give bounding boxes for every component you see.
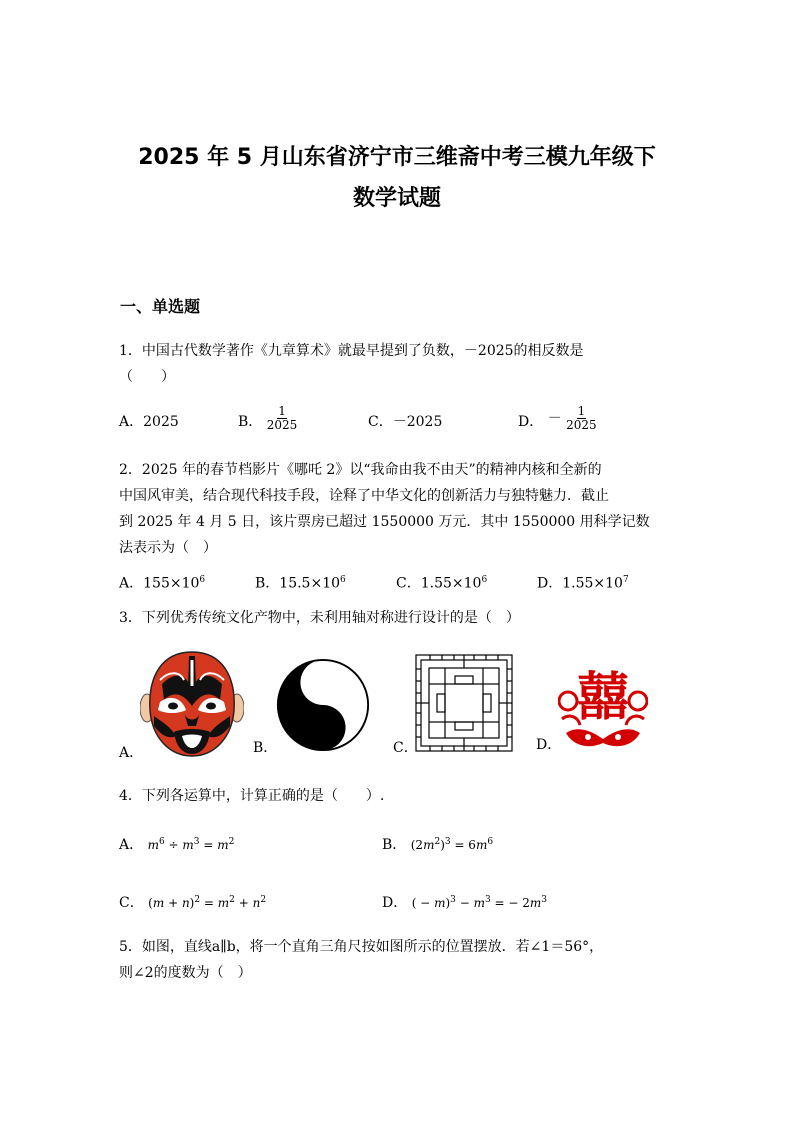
q4-option-c[interactable]: C． $(m + n)^2 = m^2 + n^2$ xyxy=(119,895,267,911)
q1-option-a[interactable]: A．2025 xyxy=(119,414,179,430)
formula: $(2m^2)^3 = 6m^6$ xyxy=(410,837,494,852)
question-5-line2: 则∠2的度数为（ ） xyxy=(119,965,252,981)
question-5-line1: 5．如图，直线a∥b，将一个直角三角尺按如图所示的位置摆放．若∠1＝56°， xyxy=(119,939,604,955)
q1-option-d[interactable]: D． － $\frac{1}{2025}$ xyxy=(518,404,597,432)
question-2-line3: 到 2025 年 4 月 5 日，该片票房已超过 1550000 万元．其中 1550000 用科学记数 xyxy=(119,514,650,530)
question-2 xyxy=(119,457,679,561)
q2-option-b[interactable]: B．$15.5\times 10^6$ xyxy=(255,575,346,592)
question-4 xyxy=(119,783,679,809)
q3-option-b-label[interactable]: B． xyxy=(253,740,278,756)
question-2-line1: 2．2025 年的春节档影片《哪吒 2》以“我命由我不由天”的精神内核和全新的 xyxy=(119,462,602,478)
q4-option-b[interactable]: B． $(2m^2)^3 = 6m^6$ xyxy=(382,837,494,853)
q3-option-a-label[interactable]: A． xyxy=(119,745,144,761)
question-5 xyxy=(119,934,679,986)
document-title-line1: 2025 年 5 月山东省济宁市三维斋中考三模九年级下 xyxy=(138,145,656,170)
q1-option-b[interactable]: B． $\frac{1}{2025}$ xyxy=(238,404,298,432)
formula: $m^6 \div m^3 = m^2$ xyxy=(147,837,235,852)
question-1-line2: （ ） xyxy=(119,369,175,385)
q1-option-c[interactable]: C．－2025 xyxy=(368,414,443,430)
q2-option-a[interactable]: A．$155\times 10^6$ xyxy=(119,575,206,592)
question-1-line1: 1．中国古代数学著作《九章算术》就最早提到了负数，－2025的相反数是 xyxy=(119,343,584,359)
opera-mask-image xyxy=(140,650,244,758)
yin-yang-image xyxy=(275,658,371,752)
formula: ( − $m)^3 - m^3$ = − $2m^3$ xyxy=(411,895,547,910)
formula: $(m + n)^2 = m^2 + n^2$ xyxy=(148,895,267,910)
question-3-line1: 3．下列优秀传统文化产物中，未利用轴对称进行设计的是（ ） xyxy=(119,610,520,626)
double-happiness-paper-cut-image xyxy=(558,655,648,749)
q2-option-c[interactable]: C．$1.55\times 10^6$ xyxy=(396,575,488,592)
q3-option-d-label[interactable]: D． xyxy=(536,737,562,753)
q2-option-d[interactable]: D．$1.55\times 10^7$ xyxy=(537,575,629,592)
q4-option-d[interactable]: D． ( − $m)^3 - m^3$ = − $2m^3$ xyxy=(382,895,547,911)
question-4-line1: 4．下列各运算中，计算正确的是（ ）. xyxy=(119,788,385,804)
q3-option-c-label[interactable]: C． xyxy=(393,740,418,756)
fraction: $\frac{1}{2025}$ xyxy=(566,404,597,432)
document-title-line2: 数学试题 xyxy=(352,186,441,211)
question-2-line4: 法表示为（ ） xyxy=(119,540,217,556)
q4-option-a[interactable]: A． $m^6 \div m^3 = m^2$ xyxy=(119,837,235,853)
fraction: $\frac{1}{2025}$ xyxy=(266,404,298,432)
double-happiness-char: 囍 xyxy=(576,668,630,728)
question-2-line2: 中国风审美，结合现代科技手段，诠释了中华文化的创新活力与独特魅力．截止 xyxy=(119,488,609,504)
question-3 xyxy=(119,605,679,631)
section-heading: 一、单选题 xyxy=(120,297,201,316)
lattice-window-image xyxy=(415,654,513,752)
question-1 xyxy=(119,338,679,390)
